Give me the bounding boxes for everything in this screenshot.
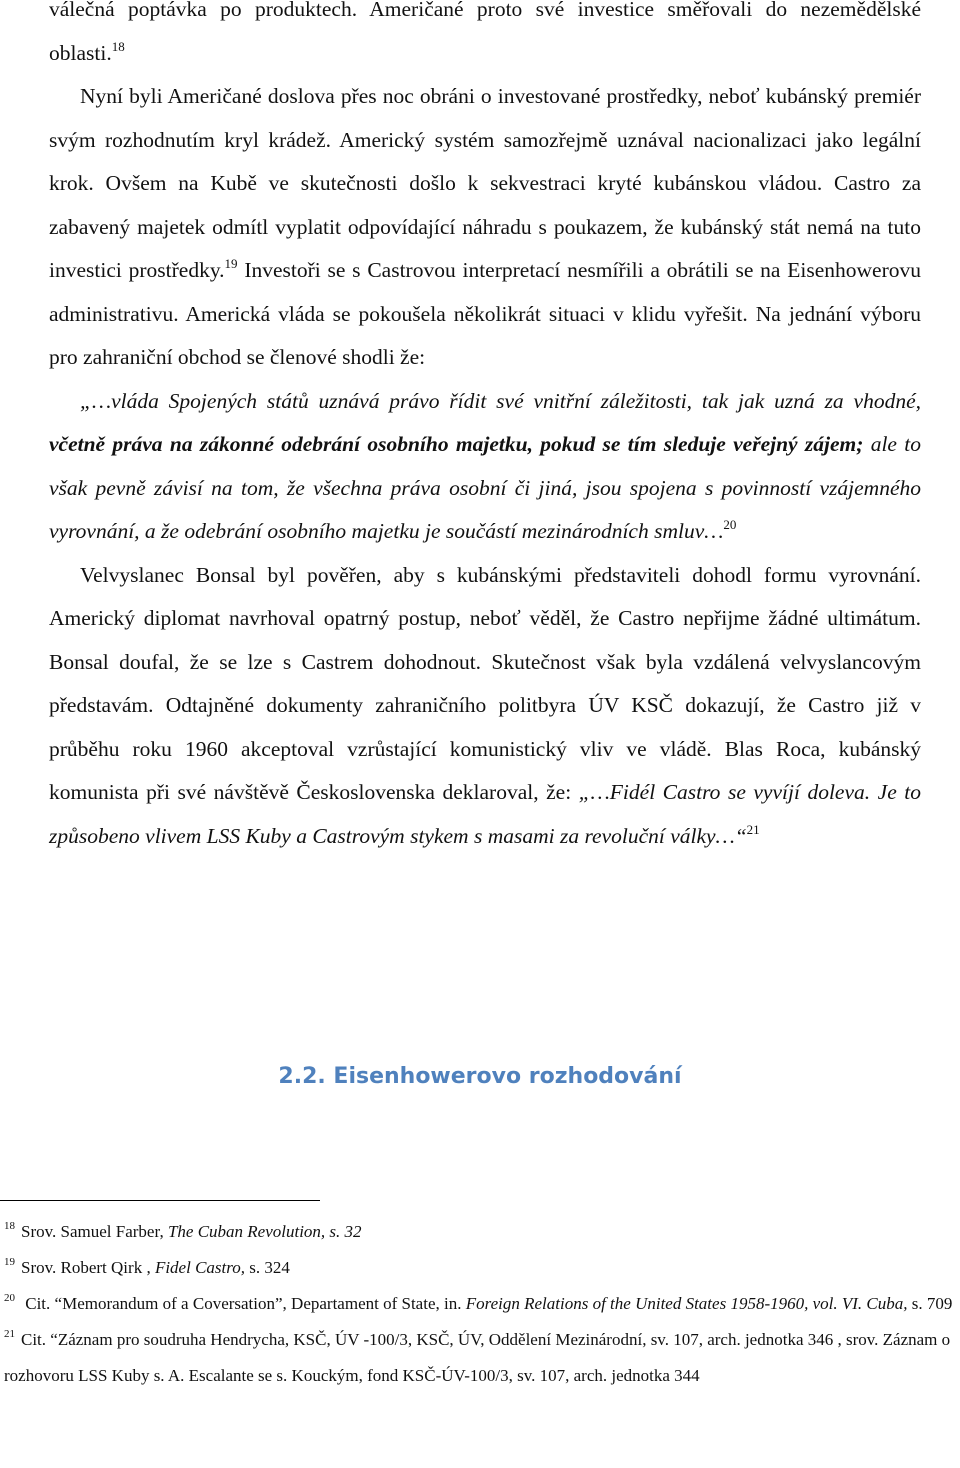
footnote-separator [0, 1200, 320, 1201]
section-heading: 2.2. Eisenhowerovo rozhodování [278, 1064, 682, 1089]
footnote-ref-19[interactable]: 19 [224, 256, 238, 271]
paragraph-2: Nyní byli Američané doslova přes noc obráni o investované prostředky, neboť kubánský premiér svým rozhodnutím kryl krádež. Americký systém samozřejmě uznával nacionalizaci jako legální krok. Ovšem na Kubě ve skutečnosti došlo k sekvestraci kryté kubánskou vládou. Castro za zabavený majetek odmítl vyplatit odpovídající náhradu s poukazem, že kubánský stát nemá na tuto investici prostředky.$^{19}$ Investoři se s Castrovou interpretací nesmířili a obrátili se na Eisenhowerovu administrativu. Americká vláda se pokoušela několikrát situaci v klidu vyřešit. Na jednání výboru pro zahraniční obchod se členové shodli že: [49, 84, 921, 369]
block-quote: „…vláda Spojených států uznává právo řídit své vnitřní záležitosti, tak jak uzná za vhodné, včetně práva na zákonné odebrání osobního majetku, pokud se tím sleduje veřejný zájem; ale to však pevně závisí na tom, že všechna práva osobní či jiná, jsou spojena s povinností vzájemného vyrovnání, a že odebrání osobního majetku je součástí mezinárodních smluv…$^{20}$ [49, 388, 921, 543]
footnote-ref-20[interactable]: 20 [723, 517, 737, 532]
footnote-ref-18[interactable]: 18 [111, 38, 125, 54]
footnote-20: $^{20}$ Cit. “Memorandum of a Coversation”, Departament of State, in. Foreign Relations of the United States 1958-1960, vol. VI. Cuba, s. 709 [4, 1292, 953, 1313]
footnote-ref-21[interactable]: 21 [746, 821, 760, 837]
paragraph-3: Velvyslanec Bonsal byl pověřen, aby s kubánskými představiteli dohodl formu vyrovnání. Americký diplomat navrhoval opatrný postup, neboť věděl, že Castro nepřijme žádné ultimátum. Bonsal doufal, že se lze s Castrem dohodnout. Skutečnost však byla vzdálená velvyslancovým představám. Odtajněné dokumenty zahraničního politbyra ÚV KSČ dokazují, že Castro již v průběhu roku 1960 akceptoval vzrůstající komunistický vliv ve vládě. Blas Roca, kubánský komunista při své návštěvě Československa deklaroval, že: „…Fidél Castro se vyvíjí doleva. Je to způsobeno vlivem LSS Kuby a Castrovým stykem s masami za revoluční války…“$^{21}$ [49, 562, 921, 848]
footnote-21: $^{21}$ Cit. “Záznam pro soudruha Hendrycha, KSČ, ÚV -100/3, KSČ, ÚV, Oddělení Mezinárodní, sv. 107, arch. jednotka 346 , srov. Záznam o rozhovoru LSS Kuby s. A. Escalante se s. Kouckým, fond KSČ-ÚV-100/3, sv. 107, arch. jednotka 344 [4, 1328, 951, 1385]
inline-quote: „…Fidél Castro se vyvíjí doleva. Je to způsobeno vlivem LSS Kuby a Castrovým stykem s masami za revoluční války…“ [49, 780, 921, 848]
footnote-18: $^{18}$ Srov. Samuel Farber, The Cuban Revolution, s. 32 [4, 1220, 362, 1241]
footnotes [4, 1214, 956, 1394]
footnote-19: $^{19}$ Srov. Robert Qirk , Fidel Castro, s. 324 [4, 1256, 290, 1277]
body-text [49, 0, 921, 858]
quote-emphasis: včetně práva na zákonné odebrání osobního majetku, pokud se tím sleduje veřejný zájem; [49, 432, 864, 456]
paragraph-1: válečná poptávka po produktech. Američané proto své investice směřovali do nezemědělské oblasti.$^{18}$ [49, 0, 921, 65]
